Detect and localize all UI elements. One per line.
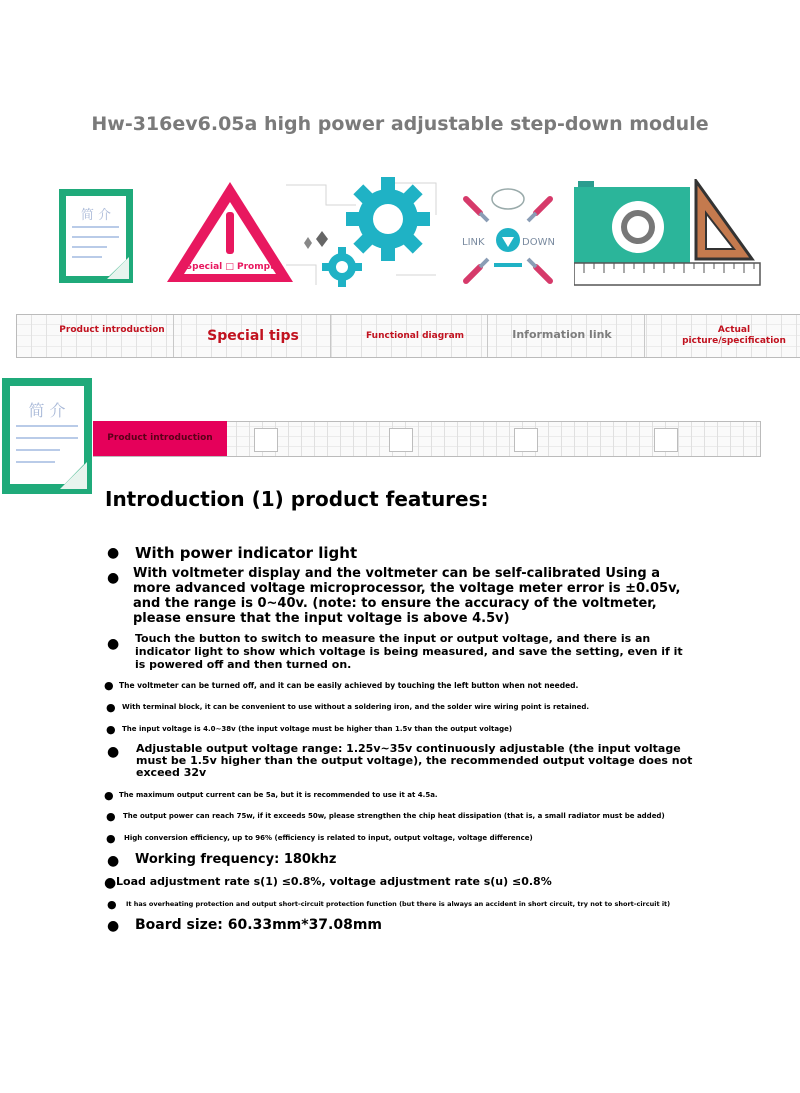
feature-item: The output power can reach 75w, if it exceeds 50w, please strengthen the chip heat dissipation (that is, a small radiator must be added) (123, 812, 665, 820)
bullet-dot: ● (107, 744, 120, 760)
feature-item: Board size: 60.33mm*37.08mm (135, 917, 383, 933)
bullet-dot: ● (106, 832, 116, 845)
chip-decoration (254, 428, 278, 452)
svg-text:简 介: 简 介 (80, 208, 112, 223)
feature-item: Touch the button to switch to measure the input or output voltage, and there is an indicator light to show which voltage is being measured, and save the setting, even if it is powered off and then turned on. (135, 632, 683, 671)
svg-text:Special □ Prompt: Special □ Prompt (185, 262, 275, 272)
svg-text:简 介: 简 介 (28, 401, 66, 420)
nav-label: Product introduction (59, 325, 165, 335)
bullet-dot: ● (104, 679, 114, 692)
nav-bar (16, 314, 800, 358)
bullet-dot: ● (107, 918, 120, 934)
nav-item-special-tips[interactable] (173, 315, 331, 357)
bullet-dot: ● (106, 723, 116, 736)
bullet-dot: ● (106, 810, 116, 823)
svg-text:DOWN: DOWN (522, 237, 555, 248)
feature-item: With terminal block, it can be convenient to use without a soldering iron, and the solder wire wiring point is retained. (122, 703, 590, 711)
feature-item: With power indicator light (135, 544, 358, 562)
chip-decoration (514, 428, 538, 452)
document-icon (0, 376, 94, 496)
nav-label: Functional diagram (365, 331, 465, 341)
nav-label: Special tips (207, 328, 299, 344)
feature-item: Load adjustment rate s(1) ≤0.8%, voltage adjustment rate s(u) ≤0.8% (116, 875, 552, 888)
feature-item: With voltmeter display and the voltmeter can be self-calibrated Using a more advanced voltage microprocessor, the voltage meter error is ±0.05v, and the range is 0~40v. (note: to ensure the accuracy of the voltmeter, please ensure that the input voltage is above 4.5v) (133, 566, 681, 626)
bullet-dot: ● (107, 898, 117, 911)
bullet-dot: ● (107, 853, 120, 869)
page-title: Hw-316ev6.05a high power adjustable step-down module (91, 113, 709, 135)
feature-item: It has overheating protection and output short-circuit protection function (but there is always an accident in short circuit, try not to short-circuit it) (126, 900, 671, 908)
camera-ruler-icon (574, 179, 764, 289)
nav-item-product-introduction[interactable] (17, 315, 174, 357)
gear-icon (286, 175, 446, 295)
svg-text:LINK: LINK (462, 237, 485, 248)
nav-item-information-link[interactable] (487, 315, 645, 357)
link-download-icon (458, 185, 558, 290)
chip-decoration (389, 428, 413, 452)
document-icon (57, 187, 135, 285)
feature-item: Working frequency: 180khz (135, 852, 337, 867)
features-heading: Introduction (1) product features: (105, 487, 489, 511)
feature-item: High conversion efficiency, up to 96% (efficiency is related to input, output voltage, voltage difference) (124, 834, 533, 842)
bullet-dot: ● (107, 545, 120, 561)
feature-item: The maximum output current can be 5a, but it is recommended to use it at 4.5a. (119, 791, 438, 799)
bullet-dot: ● (107, 570, 120, 586)
bullet-dot: ● (104, 789, 114, 802)
warning-icon (163, 178, 297, 286)
feature-item: The input voltage is 4.0~38v (the input voltage must be higher than 1.5v than the output voltage) (122, 725, 513, 733)
bullet-dot: ● (106, 701, 116, 714)
nav-item-actual-picture[interactable] (644, 315, 800, 357)
feature-item: The voltmeter can be turned off, and it can be easily achieved by touching the left button when not needed. (119, 681, 579, 690)
nav-item-functional-diagram[interactable] (330, 315, 488, 357)
nav-label: Actual picture/specification (682, 325, 786, 346)
chip-decoration (654, 428, 678, 452)
bullet-dot: ● (104, 875, 117, 891)
bullet-dot: ● (107, 636, 120, 652)
nav-label: Information link (512, 328, 612, 341)
feature-item: Adjustable output voltage range: 1.25v~35v continuously adjustable (the input voltage must be 1.5v higher than the output voltage), the recommended output voltage does not exceed 32v (136, 742, 693, 779)
section-title: Product introduction (107, 433, 213, 443)
